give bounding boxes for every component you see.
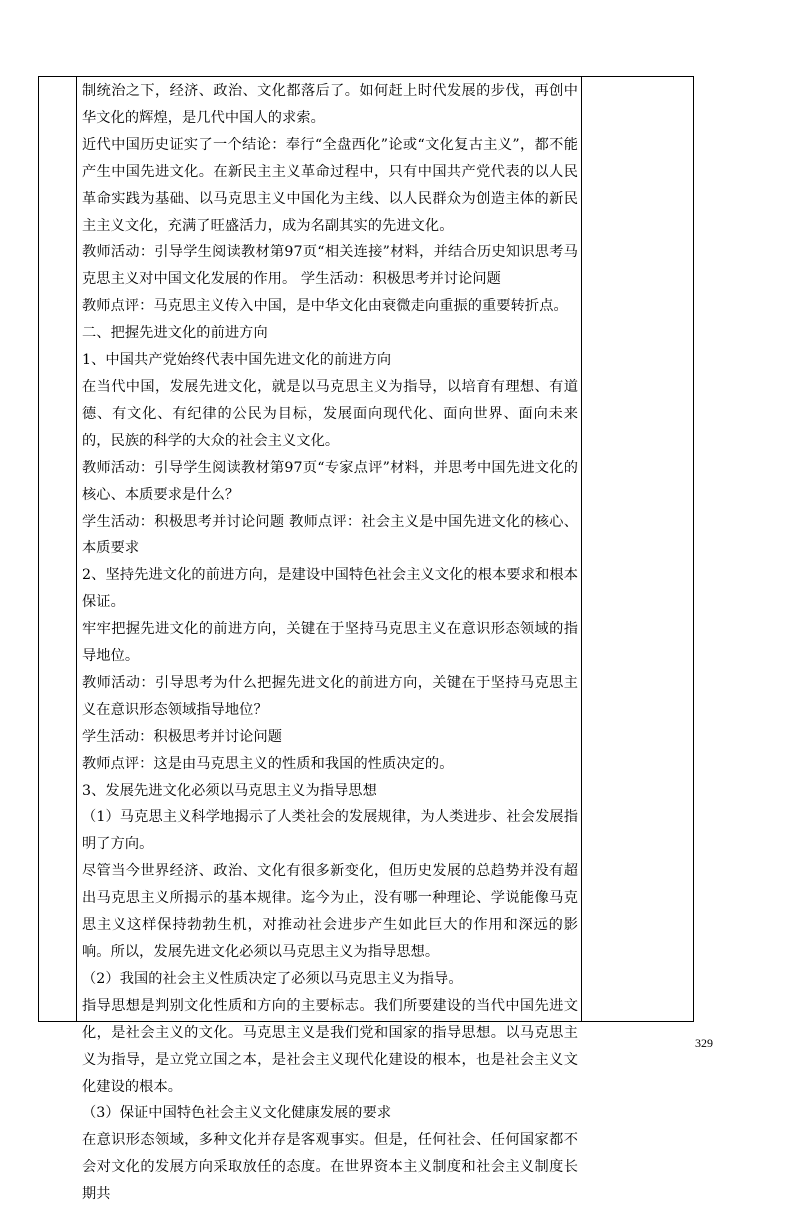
paragraph: （3）保证中国特色社会主义文化健康发展的要求 xyxy=(82,1105,392,1122)
paragraph: 教师点评：这是由马克思主义的性质和我国的性质决定的。 xyxy=(82,755,454,772)
paragraph: （1）马克思主义科学地揭示了人类社会的发展规律，为人类进步、社会发展指明了方向。 xyxy=(82,809,578,853)
paragraph: 制统治之下，经济、政治、文化都落后了。如何赶上时代发展的步伐，再创中华文化的辉煌，是几代中国人的求索。 xyxy=(82,83,578,126)
paragraph: 教师点评：马克思主义传入中国，是中华文化由衰微走向重振的重要转折点。 xyxy=(82,298,568,315)
paragraph: 教师活动：引导学生阅读教材第97页“专家点评”材料，并思考中国先进文化的核心、本质要求是什么？ xyxy=(82,459,578,503)
paragraph: 学生活动：积极思考并讨论问题 xyxy=(82,728,283,745)
subheading: 1、中国共产党始终代表中国先进文化的前进方向 xyxy=(82,352,392,369)
section-heading: 二、把握先进文化的前进方向 xyxy=(82,325,268,342)
paragraph: 教师活动：引导学生阅读教材第97页“相关连接”材料，并结合历史知识思考马克思主义对中国文化发展的作用。 学生活动：积极思考并讨论问题 xyxy=(82,244,578,288)
paragraph: 在意识形态领域，多种文化并存是客观事实。但是，任何社会、任何国家都不会对文化的发展方向采取放任的态度。在世界资本主义制度和社会主义制度长期共 xyxy=(82,1132,578,1203)
table-column-divider-right xyxy=(581,77,582,1021)
table-column-divider-left xyxy=(76,77,77,1021)
subheading: 2、坚持先进文化的前进方向，是建设中国特色社会主义文化的根本要求和根本保证。 xyxy=(82,567,578,611)
paragraph: 在当代中国，发展先进文化，就是以马克思主义为指导，以培育有理想、有道德、有文化、有纪律的公民为目标，发展面向现代化、面向世界、面向未来的，民族的科学的大众的社会主义文化。 xyxy=(82,378,578,449)
paragraph: 教师活动：引导思考为什么把握先进文化的前进方向，关键在于坚持马克思主义在意识形态领域指导地位？ xyxy=(82,674,578,718)
paragraph: 指导思想是判别文化性质和方向的主要标志。我们所要建设的当代中国先进文化，是社会主义的文化。马克思主义是我们党和国家的指导思想。以马克思主义为指导，是立党立国之本，是社会主义现代化建设的根本，也是社会主义文化建设的根本。 xyxy=(82,997,578,1095)
paragraph: 牢牢把握先进文化的前进方向，关键在于坚持马克思主义在意识形态领域的指导地位。 xyxy=(82,621,578,665)
paragraph: 近代中国历史证实了一个结论：奉行“全盘西化”论或“文化复古主义”，都不能产生中国先进文化。在新民主主义革命过程中，只有中国共产党代表的以人民革命实践为基础、以马克思主义中国化为主线、以人民群众为创造主体的新民主主义文化，充满了旺盛活力，成为名副其实的先进文化。 xyxy=(82,136,578,234)
paragraph: 尽管当今世界经济、政治、文化有很多新变化，但历史发展的总趋势并没有超出马克思主义所揭示的基本规律。迄今为止，没有哪一种理论、学说能像马克思主义这样保持勃勃生机，对推动社会进步产生如此巨大的作用和深远的影响。所以，发展先进文化必须以马克思主义为指导思想。 xyxy=(82,863,578,960)
page-number: 329 xyxy=(695,1036,713,1050)
paragraph: （2）我国的社会主义性质决定了必须以马克思主义为指导。 xyxy=(82,970,463,987)
subheading: 3、发展先进文化必须以马克思主义为指导思想 xyxy=(82,782,377,799)
lesson-content-cell xyxy=(82,78,578,1208)
paragraph: 学生活动：积极思考并讨论问题 教师点评：社会主义是中国先进文化的核心、本质要求 xyxy=(82,513,578,557)
